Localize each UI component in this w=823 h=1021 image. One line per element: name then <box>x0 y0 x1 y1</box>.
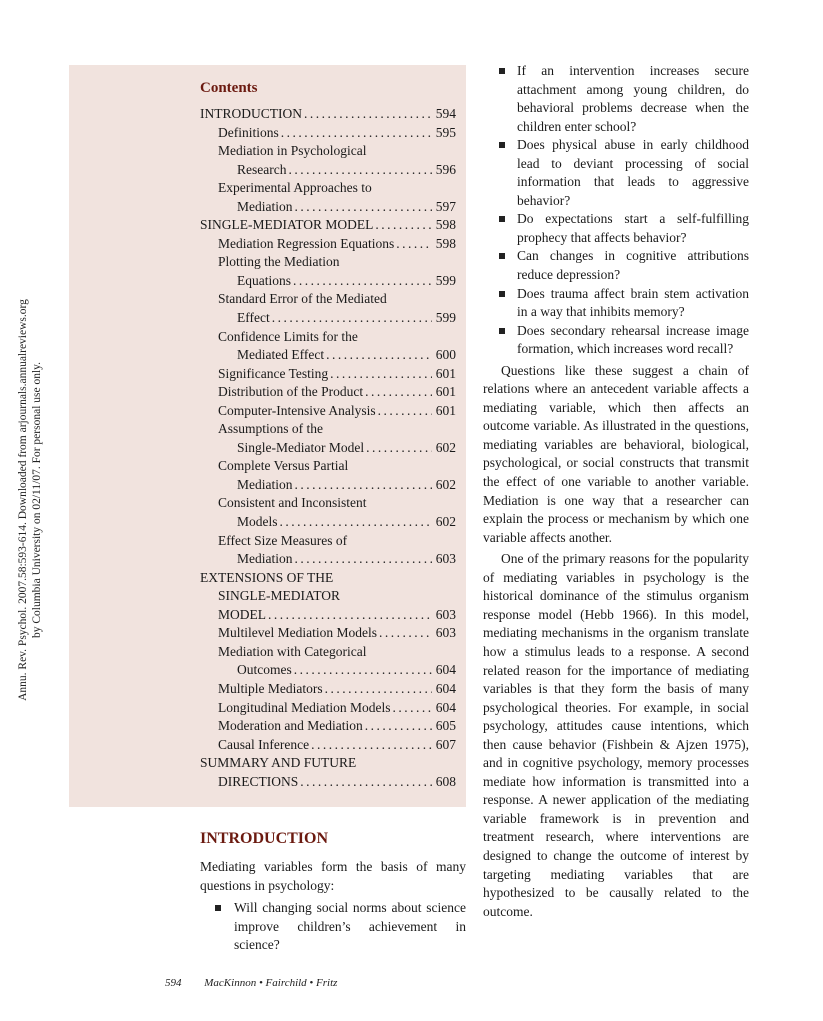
toc-entry-label: Mediation with Categorical <box>218 643 367 659</box>
toc-entry[interactable] <box>200 290 456 309</box>
contents-heading: Contents <box>200 80 258 96</box>
toc-entry-label: Experimental Approaches to <box>218 180 372 196</box>
toc-entry-label: Effect Size Measures of <box>218 532 348 548</box>
toc-entry-label: Plotting the Mediation <box>218 254 340 270</box>
toc-leader-dots <box>304 105 432 124</box>
toc-entry-page: 604 <box>435 680 456 696</box>
toc-entry-label: Assumptions of the <box>218 421 324 437</box>
toc-leader-dots <box>295 198 433 217</box>
toc-entry-label: Single-Mediator Model <box>237 439 365 455</box>
list-item <box>483 210 749 247</box>
toc-entry[interactable] <box>200 754 456 773</box>
question-list-continued <box>483 62 749 359</box>
toc-entry[interactable] <box>200 550 456 569</box>
toc-leader-dots <box>330 365 432 384</box>
question-list <box>200 899 466 955</box>
toc-leader-dots <box>375 216 432 235</box>
toc-leader-dots <box>379 624 432 643</box>
toc-entry[interactable] <box>200 235 456 254</box>
download-notice-line-2: by Columbia University on 02/11/07. For personal use only. <box>31 361 43 639</box>
toc-entry-label: Mediation <box>237 551 293 567</box>
toc-entry[interactable] <box>200 569 456 588</box>
toc-entry-label: MODEL <box>218 606 266 622</box>
list-item-text: Does secondary rehearsal increase image formation, which increases word recall? <box>517 322 749 357</box>
list-item <box>200 899 466 955</box>
list-item-text: Will changing social norms about science improve children’s achievement in science? <box>234 900 466 953</box>
toc-entry-page: 607 <box>435 736 456 752</box>
toc-entry[interactable] <box>200 124 456 143</box>
toc-entry[interactable] <box>200 346 456 365</box>
toc-entry-page: 598 <box>435 235 456 251</box>
right-column <box>483 62 749 921</box>
toc-entry-page: 599 <box>435 272 456 288</box>
toc-entry[interactable] <box>200 476 456 495</box>
list-item-text: Can changes in cognitive attributions reduce depression? <box>517 248 749 283</box>
toc-entry[interactable] <box>200 105 456 124</box>
toc-entry-label: Effect <box>237 310 270 326</box>
list-item-text: Do expectations start a self-fulfilling prophecy that affects behavior? <box>517 211 749 245</box>
toc-entry-label: Consistent and Inconsistent <box>218 495 367 511</box>
toc-entry-label: EXTENSIONS OF THE <box>200 569 334 585</box>
body-paragraph-1: Questions like these suggest a chain of relations where an antecedent variable affects a mediating variable, which then affects an outcome variable. As illustrated in the questions, mediating variables are behavioral, biological, psychological, or social constructs that transmit the effect of one variable to another variable. Mediation is one way that a researcher can explain the process or mechanism by which one variable affects another. <box>483 362 749 545</box>
bullet-square-icon <box>215 905 221 911</box>
toc-entry[interactable] <box>200 161 456 180</box>
toc-entry-label: Confidence Limits for the <box>218 328 358 344</box>
toc-entry-page: 595 <box>435 124 456 140</box>
toc-leader-dots <box>326 346 432 365</box>
toc-leader-dots <box>366 439 432 458</box>
toc-leader-dots <box>392 699 432 718</box>
list-item-text: If an intervention increases secure attachment among young children, do behavioral problems decrease when the children enter school? <box>517 63 749 134</box>
toc-leader-dots <box>293 272 432 291</box>
toc-entry-label: Moderation and Mediation <box>218 718 363 734</box>
table-of-contents <box>200 78 456 791</box>
download-notice-line-1: Annu. Rev. Psychol. 2007.58:593-614. Downloaded from arjournals.annualreviews.org <box>17 299 29 701</box>
toc-entry-page: 604 <box>435 699 456 715</box>
toc-entry-page: 604 <box>435 662 456 678</box>
toc-entry-page: 600 <box>435 347 456 363</box>
toc-entry-label: INTRODUCTION <box>200 106 302 121</box>
toc-entry[interactable] <box>200 253 456 272</box>
toc-leader-dots <box>272 309 432 328</box>
download-notice <box>0 0 60 1021</box>
toc-entry-label: Research <box>237 161 287 177</box>
list-item-text: Does physical abuse in early childhood lead to deviant processing of social information that leads to aggressive behavior? <box>517 137 749 208</box>
toc-entry[interactable] <box>200 661 456 680</box>
toc-entry[interactable] <box>200 365 456 384</box>
toc-entry-page: 597 <box>435 198 456 214</box>
toc-entry[interactable] <box>200 179 456 198</box>
toc-leader-dots <box>378 402 432 421</box>
toc-entry-label: Mediated Effect <box>237 347 325 363</box>
toc-entry-page: 601 <box>435 365 456 381</box>
toc-entry[interactable] <box>200 494 456 513</box>
toc-leader-dots <box>294 661 432 680</box>
list-item <box>483 136 749 210</box>
bullet-square-icon <box>499 328 505 334</box>
toc-entry-page: 602 <box>435 439 456 455</box>
toc-entry[interactable] <box>200 272 456 291</box>
toc-entry[interactable] <box>200 142 456 161</box>
toc-entry-label: SUMMARY AND FUTURE <box>200 755 357 771</box>
toc-entry-page: 599 <box>435 310 456 326</box>
toc-leader-dots <box>280 513 433 532</box>
page-footer <box>165 977 337 989</box>
list-item <box>483 247 749 284</box>
running-authors: MacKinnon • Fairchild • Fritz <box>204 977 338 989</box>
toc-leader-dots <box>396 235 432 254</box>
toc-entry-label: Definitions <box>218 124 279 140</box>
toc-entry-label: Causal Inference <box>218 736 310 752</box>
toc-leader-dots <box>311 736 432 755</box>
toc-entry[interactable] <box>200 198 456 217</box>
toc-entry-page: 603 <box>435 625 456 641</box>
toc-entry-page: 605 <box>435 718 456 734</box>
toc-entry-label: Mediation Regression Equations <box>218 235 395 251</box>
toc-leader-dots <box>365 717 432 736</box>
toc-list <box>200 105 456 791</box>
toc-entry-page: 603 <box>435 606 456 622</box>
toc-entry[interactable] <box>200 773 456 792</box>
page-number: 594 <box>165 977 182 989</box>
intro-section <box>200 828 466 955</box>
toc-entry[interactable] <box>200 216 456 235</box>
toc-entry-label: SINGLE-MEDIATOR MODEL <box>200 217 374 233</box>
toc-entry[interactable] <box>200 587 456 606</box>
toc-leader-dots <box>288 161 432 180</box>
list-item <box>483 62 749 136</box>
toc-entry[interactable] <box>200 717 456 736</box>
toc-leader-dots <box>268 606 432 625</box>
toc-entry-label: Outcomes <box>237 662 292 678</box>
toc-entry-label: Mediation <box>237 476 293 492</box>
toc-entry[interactable] <box>200 643 456 662</box>
list-item <box>483 322 749 359</box>
toc-leader-dots <box>295 476 433 495</box>
toc-leader-dots <box>295 550 433 569</box>
toc-entry-label: Multiple Mediators <box>218 680 323 696</box>
toc-entry-page: 601 <box>435 402 456 418</box>
toc-entry[interactable] <box>200 420 456 439</box>
toc-entry-page: 602 <box>435 514 456 530</box>
toc-entry-label: SINGLE-MEDIATOR <box>218 588 340 604</box>
bullet-square-icon <box>499 216 505 222</box>
toc-entry-page: 598 <box>435 217 456 233</box>
toc-leader-dots <box>281 124 432 143</box>
toc-entry-page: 601 <box>435 384 456 400</box>
toc-leader-dots <box>300 773 432 792</box>
toc-entry-label: Significance Testing <box>218 365 329 381</box>
toc-entry[interactable] <box>200 513 456 532</box>
toc-entry-page: 594 <box>435 106 456 121</box>
toc-entry[interactable] <box>200 309 456 328</box>
toc-entry[interactable] <box>200 699 456 718</box>
toc-entry-label: Longitudinal Mediation Models <box>218 699 391 715</box>
intro-paragraph: Mediating variables form the basis of many questions in psychology: <box>200 859 466 893</box>
list-item <box>483 285 749 322</box>
toc-entry-label: Equations <box>237 272 291 288</box>
toc-entry-label: Mediation in Psychological <box>218 143 367 159</box>
toc-entry-label: Mediation <box>237 198 293 214</box>
toc-entry[interactable] <box>200 736 456 755</box>
list-item-text: Does trauma affect brain stem activation in a way that inhibits memory? <box>517 285 749 320</box>
toc-entry-label: Computer-Intensive Analysis <box>218 402 376 418</box>
bullet-square-icon <box>499 253 505 259</box>
toc-entry[interactable] <box>200 328 456 347</box>
toc-entry-label: Multilevel Mediation Models <box>218 625 377 641</box>
toc-leader-dots <box>325 680 432 699</box>
section-heading-introduction: INTRODUCTION <box>200 830 329 847</box>
toc-entry-label: Standard Error of the Mediated <box>218 291 387 307</box>
toc-entry-page: 602 <box>435 476 456 492</box>
bullet-square-icon <box>499 142 505 148</box>
toc-entry[interactable] <box>200 532 456 551</box>
toc-entry-label: DIRECTIONS <box>218 773 299 789</box>
toc-entry[interactable] <box>200 457 456 476</box>
toc-entry[interactable] <box>200 680 456 699</box>
toc-entry-page: 608 <box>435 773 456 789</box>
toc-entry[interactable] <box>200 439 456 458</box>
toc-entry-page: 603 <box>435 551 456 567</box>
toc-entry[interactable] <box>200 402 456 421</box>
toc-leader-dots <box>365 383 432 402</box>
toc-entry[interactable] <box>200 606 456 625</box>
toc-entry[interactable] <box>200 624 456 643</box>
body-paragraph-2: One of the primary reasons for the popularity of mediating variables in psychology is the historical dominance of the stimulus organism response model (Hebb 1966). In this model, mediating mechanisms in the organism translate how a stimulus leads to a response. A second related reason for the importance of mediating variables is that they form the basis of many psychological theories. For example, in social psychology, attitudes cause intentions, which then cause behavior (Fishbein & Ajzen 1975), and in cognitive psychology, memory processes mediate how information is transmitted into a response. A newer application of the mediating variable framework is in prevention and treatment research, where interventions are designed to change the outcome of interest by targeting mediating variables that are hypothesized to be causally related to the outcome. <box>483 551 749 919</box>
toc-entry-label: Complete Versus Partial <box>218 458 349 474</box>
bullet-square-icon <box>499 291 505 297</box>
toc-entry-label: Distribution of the Product <box>218 384 364 400</box>
bullet-square-icon <box>499 68 505 74</box>
toc-entry-label: Models <box>237 514 278 530</box>
toc-entry[interactable] <box>200 383 456 402</box>
toc-entry-page: 596 <box>435 161 456 177</box>
